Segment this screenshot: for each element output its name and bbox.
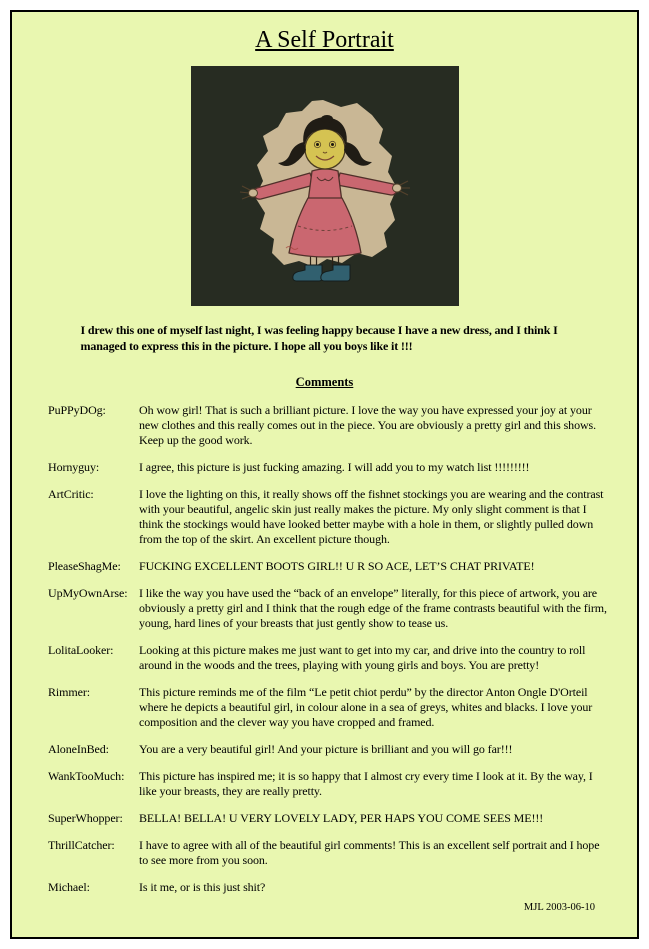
commenter-name: PleaseShagMe: [48, 559, 121, 573]
comment-row [48, 742, 607, 757]
comment-row [48, 880, 607, 895]
comment-text: BELLA! BELLA! U VERY LOVELY LADY, PER HAPS YOU COME SEES ME!!! [139, 811, 544, 825]
comment-text: FUCKING EXCELLENT BOOTS GIRL!! U R SO ACE, LET’S CHAT PRIVATE! [139, 559, 535, 573]
page-title [12, 27, 637, 54]
comment-row [48, 487, 607, 547]
comments-heading [12, 375, 637, 390]
comment-row [48, 811, 607, 826]
comment-text: This picture has inspired me; it is so happy that I almost cry every time I look at it. By the way, I like your breasts, they are really pretty. [139, 769, 593, 798]
footer-credit: MJL 2003-06-10 [523, 902, 595, 913]
commenter-name: ArtCritic: [48, 487, 94, 501]
comment-text: I like the way you have used the “back of an envelope” literally, for this piece of artwork, you are obviously a pretty girl and I think that the rough edge of the frame contrasts beautiful with the firm, young, hard lines of your breasts that just gently show to tease us. [139, 586, 607, 630]
comments-heading-text: Comments [295, 375, 354, 389]
commenter-name: SuperWhopper: [48, 811, 123, 825]
comment-row [48, 685, 607, 730]
comment-text: I agree, this picture is just fucking amazing. I will add you to my watch list !!!!!!!!! [139, 460, 530, 474]
commenter-name: UpMyOwnArse: [48, 586, 128, 600]
page-sheet [10, 10, 639, 939]
commenter-name: PuPPyDOg: [48, 403, 106, 417]
commenter-name: AloneInBed: [48, 742, 109, 756]
commenter-name: Hornyguy: [48, 460, 100, 474]
comment-row [48, 559, 607, 574]
commenter-name: Rimmer: [48, 685, 90, 699]
commenter-name: WankTooMuch: [48, 769, 125, 783]
commenter-name: ThrillCatcher: [48, 838, 115, 852]
comment-text: This picture reminds me of the film “Le petit chiot perdu” by the director Anton Ongle D'Orteil where he depicts a beautiful girl, in colour alone in a sea of greys, whites and blacks. I love your composition and the clever way you have cropped and framed. [139, 685, 593, 729]
page-title-text: A Self Portrait [255, 27, 394, 53]
comment-row [48, 643, 607, 673]
comment-text: Oh wow girl! That is such a brilliant picture. I love the way you have expressed your joy at your new clothes and this really comes out in the piece. You are obviously a pretty girl and this shows. Keep up the good work. [139, 403, 597, 447]
comment-row [48, 769, 607, 799]
comment-text: Is it me, or is this just shit? [139, 880, 266, 894]
comment-row [48, 586, 607, 631]
intro-text: I drew this one of myself last night, I was feeling happy because I have a new dress, and I think I managed to express this in the picture. I hope all you boys like it !!! [80, 323, 558, 353]
comment-text: I have to agree with all of the beautiful girl comments! This is an excellent self portrait and I hope to see more from you soon. [139, 838, 600, 867]
girl-drawing-illustration [191, 66, 459, 306]
face [305, 129, 345, 169]
commenter-name: Michael: [48, 880, 90, 894]
comment-row [48, 838, 607, 868]
comment-row [48, 403, 607, 448]
comment-text: I love the lighting on this, it really shows off the fishnet stockings you are wearing and the contrast with your beautiful, angelic skin just really makes the picture. My only slight comment is that I think the stockings would have looked better maybe with a hole in them, or slightly pulled down from the top of the skirt. An excellent picture though. [139, 487, 604, 546]
comment-text: You are a very beautiful girl! And your picture is brilliant and you will go far!!! [139, 742, 513, 756]
self-portrait-image [191, 66, 459, 306]
comments-list [12, 403, 637, 895]
comment-row [48, 460, 607, 475]
commenter-name: LolitaLooker: [48, 643, 114, 657]
comment-text: Looking at this picture makes me just want to get into my car, and drive into the country to roll around in the woods and the trees, playing with young girls and boys. You are pretty! [139, 643, 586, 672]
